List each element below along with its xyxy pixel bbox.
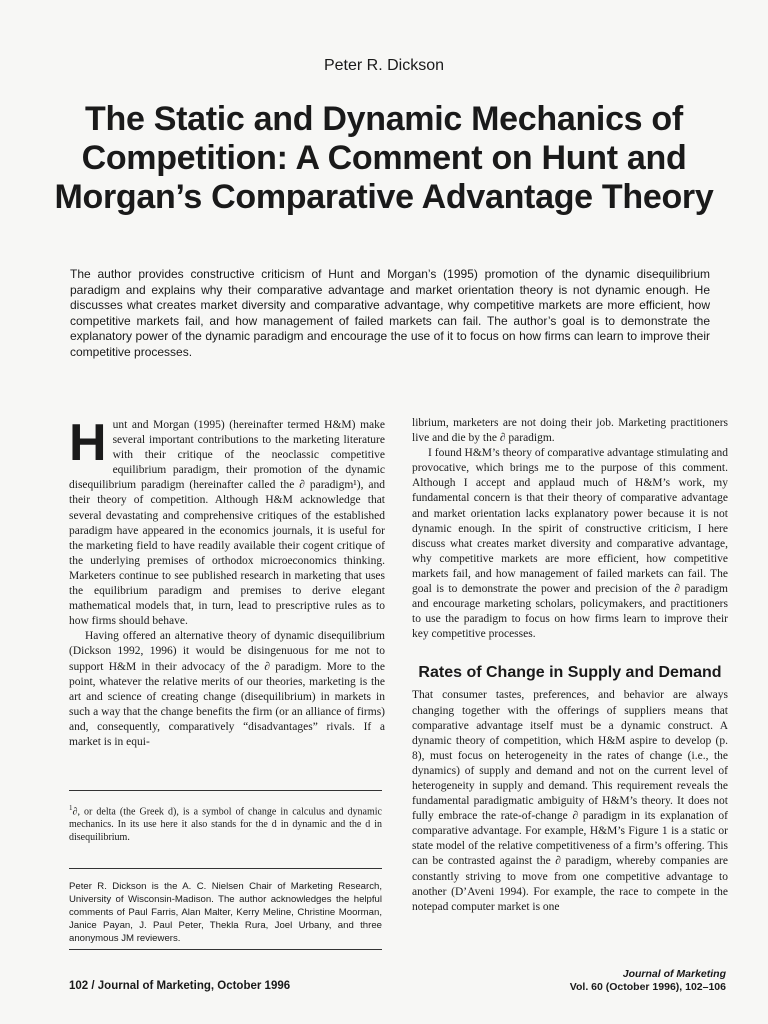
right-column [412, 416, 728, 915]
paper-title: The Static and Dynamic Mechanics of Competition: A Comment on Hunt and Morgan’s Comparative Advantage Theory [54, 100, 714, 216]
footnote-marker: 1 [69, 804, 73, 812]
right-paragraph-1: librium, marketers are not doing their job. Marketing practitioners live and die by the ∂ paradigm. [412, 417, 728, 445]
drop-cap: H [69, 414, 107, 472]
journal-info [500, 968, 726, 994]
author-note-divider-top [69, 868, 382, 869]
left-paragraph-1-text: unt and Morgan (1995) (hereinafter termed H&M) make several important contributions to the marketing literature with their critique of the neoclassic competitive equilibrium paradigm, their promotion of the dynamic disequilibrium paradigm (hereinafter called the ∂ paradigm¹), and their theory of competition. Although H&M acknowledge that several devastating and comprehensive critiques of the established paradigm have appeared in the economics journals, it is useful for the marketing field to have readily available their cogent critique of the underlying premises of orthodox microeconomics thinking. Marketers continue to see published research in marketing that uses the equilibrium paradigm and premises to derive elegant mathematical models that, in turn, lead to prescriptive rules as to how firms should behave. [69, 419, 385, 628]
author-note-divider-bottom [69, 949, 382, 950]
left-paragraph-1 [69, 414, 385, 629]
right-paragraph-2: I found H&M’s theory of comparative advantage stimulating and provocative, which brings me to the purpose of this comment. Although I accept and applaud much of H&M’s work, my fundamental concern is that their theory of comparative advantage and market orientation lacks explanatory power because it is not dynamic enough. In the spirit of constructive criticism, I here discuss what creates market diversity and comparative advantage, why competitive markets are more efficient, how competitive markets fail, and how management of failed markets can fail. The goal is to demonstrate the power and precision of the ∂ paradigm and encourage marketing scholars, policymakers, and practitioners to use the paradigm to focus on how firms learn to improve their key competitive processes. [412, 447, 728, 641]
journal-volume: Vol. 60 (October 1996), 102–106 [569, 981, 726, 993]
page-footer-citation: 102 / Journal of Marketing, October 1996 [69, 980, 291, 992]
section-heading: Rates of Change in Supply and Demand [418, 664, 722, 682]
footnote-text: ∂, or delta (the Greek d), is a symbol of change in calculus and dynamic mechanics. In its use here it also stands for the d in dynamic and the d in disequilibrium. [69, 806, 382, 844]
left-paragraph-2: Having offered an alternative theory of dynamic disequilibrium (Dickson 1992, 1996) it would be disingenuous for me not to support H&M in their advocacy of the ∂ paradigm. More to the point, whatever the relative merits of our theories, marketing is the art and science of creating change (disequilibrium) in markets in such a way that the change benefits the firm (or an alliance of firms) and, consequently, comparatively “disadvantages” rivals. If a market is in equi- [69, 630, 385, 748]
footnote-divider [69, 790, 382, 791]
abstract: The author provides constructive criticism of Hunt and Morgan’s (1995) promotion of the dynamic disequilibrium paradigm and explains why their comparative advantage and market orientation theory is not dynamic enough. He discusses what creates market diversity and comparative advantage, why competitive markets are more efficient, how competitive markets fail, and how management of failed markets can fail. The author’s goal is to demonstrate the explanatory power of the dynamic paradigm and encourage the use of it to focus on how firms can learn to improve their competitive processes. [70, 267, 710, 359]
right-paragraph-3: That consumer tastes, preferences, and behavior are always changing together with the offerings of suppliers means that comparative advantage itself must be a dynamic construct. A dynamic theory of competition, which H&M aspire to develop (p. 8), must focus on heterogeneity in the rates of change (i.e., the dynamics) of supply and demand and not on the current level of heterogeneity in supply and demand. This requirement reveals the fundamental paradigmatic ambiguity of H&M’s theory. It does not fully embrace the rate-of-change ∂ paradigm in its explanation of comparative advantage. For example, H&M’s Figure 1 is a static or state model of the relative competitiveness of a firm’s offering. This can be contrasted against the ∂ paradigm, whereby companies are constantly striving to move from one competitive advantage to another (D’Aveni 1994). For example, the race to compete in the notepad computer market is one [412, 689, 728, 913]
footnote [69, 802, 382, 844]
author-note: Peter R. Dickson is the A. C. Nielsen Chair of Marketing Research, University of Wisconsin-Madison. The author acknowledges the helpful comments of Paul Farris, Alan Malter, Kerry Meline, Christine Moorman, Janice Payan, J. Paul Peter, Thekla Rura, Joel Urbany, and three anonymous JM reviewers. [69, 881, 382, 944]
author-name: Peter R. Dickson [323, 57, 445, 74]
journal-name: Journal of Marketing [622, 968, 726, 980]
left-column [69, 414, 385, 750]
